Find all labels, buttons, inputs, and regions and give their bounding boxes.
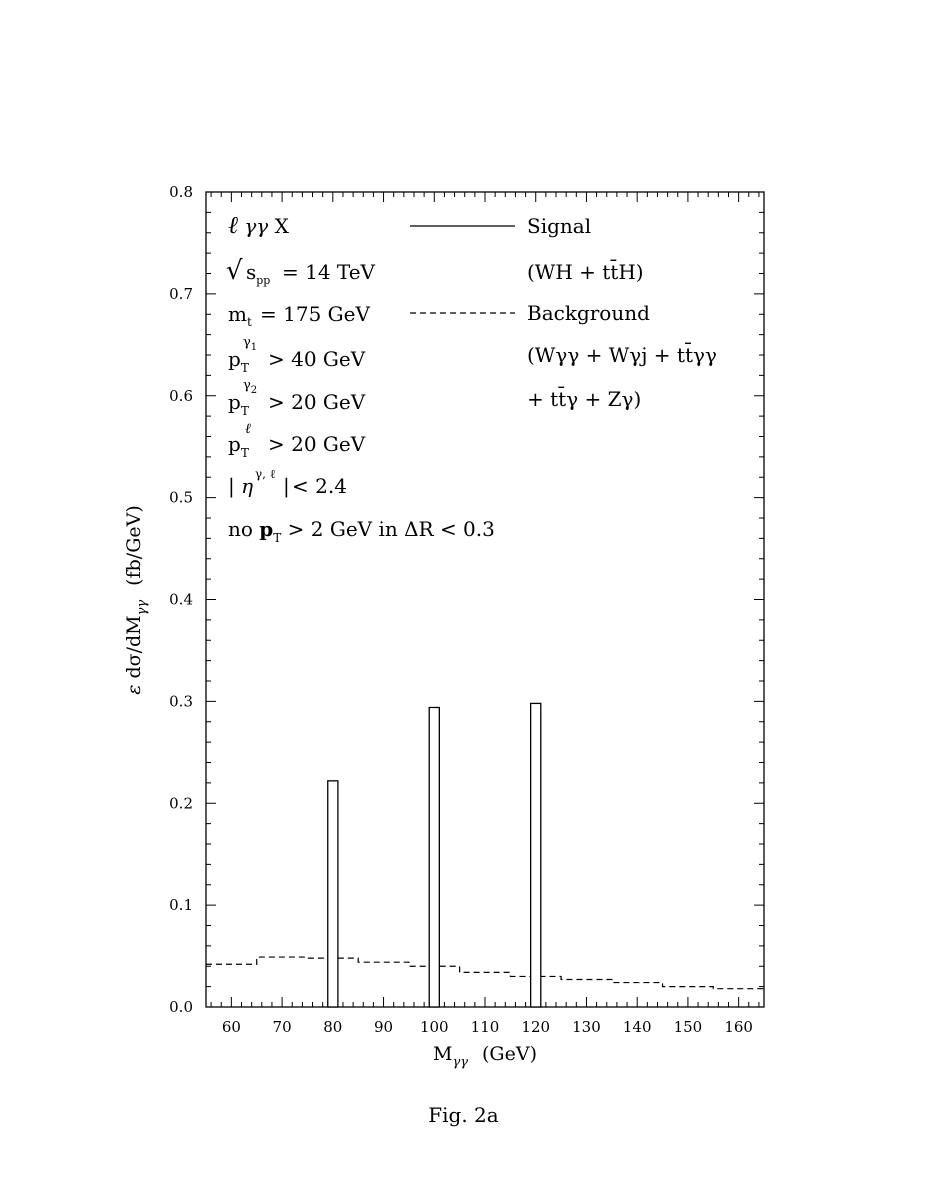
annotation-eta (228, 467, 347, 499)
y-tick-label: 0.3 (169, 692, 193, 711)
svg-text:γ, ℓ: γ, ℓ (255, 467, 276, 481)
x-tick-label: 110 (470, 1018, 500, 1036)
signal-bar (429, 707, 439, 1007)
y-tick-label: 0.2 (169, 794, 193, 813)
pt1-value: > 40 GeV (268, 347, 366, 371)
legend-signal-sub: (WH + tt̄H) (527, 260, 644, 284)
svg-text:| η: | η (228, 474, 254, 498)
y-tick-label: 0.0 (169, 998, 193, 1016)
eta-value: < 2.4 (292, 474, 347, 498)
y-tick-label: 0.1 (169, 896, 193, 915)
x-tick-label: 130 (572, 1018, 601, 1036)
sqrt-s-value: = 14 TeV (282, 260, 375, 284)
x-tick-label: 120 (521, 1018, 551, 1036)
svg-text:mt: $m_t$ (228, 302, 252, 329)
x-tick-label: 60 (221, 1018, 241, 1036)
legend-background-label: Background (527, 301, 650, 325)
svg-text:pT: $p_T$ (228, 390, 249, 418)
annotation-sqrt-s (226, 256, 376, 287)
background-histogram (206, 957, 764, 989)
x-tick-label: 150 (673, 1018, 703, 1036)
svg-text:ℓ: ℓ (245, 421, 251, 437)
annotation-ptl (228, 421, 366, 460)
y-tick-label: 0.5 (169, 488, 193, 507)
ptl-value: > 20 GeV (268, 432, 366, 456)
signal-bar (328, 781, 338, 1007)
svg-text:γ1: $\gamma_1$ (243, 335, 258, 353)
annotation-pt1 (228, 335, 366, 375)
svg-text:spp: $s_{pp}$ (246, 260, 271, 287)
legend-signal-label: Signal (527, 214, 592, 238)
svg-text:γ2: $\gamma_2$ (243, 378, 258, 396)
x-tick-label: 160 (724, 1018, 753, 1036)
y-tick-label: 0.7 (169, 284, 193, 303)
x-tick-label: 140 (622, 1018, 652, 1036)
y-tick-label: 0.6 (169, 386, 193, 405)
y-tick-label: 0.8 (169, 183, 193, 201)
figure-caption: Fig. 2a (428, 1103, 499, 1127)
y-axis-label: ε $d\sigma/dM_{\gamma\gamma}(fb/GeV)$ (123, 505, 150, 695)
svg-text:pT: $p_T$ (228, 432, 249, 460)
svg-text:pT: $p_T$ (228, 347, 249, 375)
y-tick-label: 0.4 (169, 590, 193, 609)
svg-text:√: √ (226, 256, 243, 286)
legend-background-sub2: + tt̄γ + Zγ) (527, 387, 642, 411)
annotation-pt2 (228, 378, 366, 418)
pt2-value: > 20 GeV (268, 390, 366, 414)
plot-layer (169, 183, 764, 1036)
signal-bar (531, 703, 541, 1007)
x-tick-label: 70 (272, 1018, 292, 1036)
svg-text:|: | (283, 474, 290, 498)
annotation-process: ℓ γγ X (228, 211, 289, 239)
x-tick-label: 80 (323, 1018, 343, 1036)
x-axis-label: $M_{\gamma\gamma}$ (GeV) (433, 1043, 537, 1070)
x-tick-label: 90 (373, 1018, 394, 1036)
annotation-isolation: no $p_T > 2$ GeV in ΔR < 0.3 (228, 517, 495, 545)
mt-value: = 175 GeV (260, 302, 370, 326)
legend-background-sub1: (Wγγ + Wγj + tt̄γγ (527, 343, 717, 367)
legend (410, 214, 717, 411)
annotation-mt (228, 302, 370, 329)
x-tick-label: 100 (419, 1018, 449, 1036)
